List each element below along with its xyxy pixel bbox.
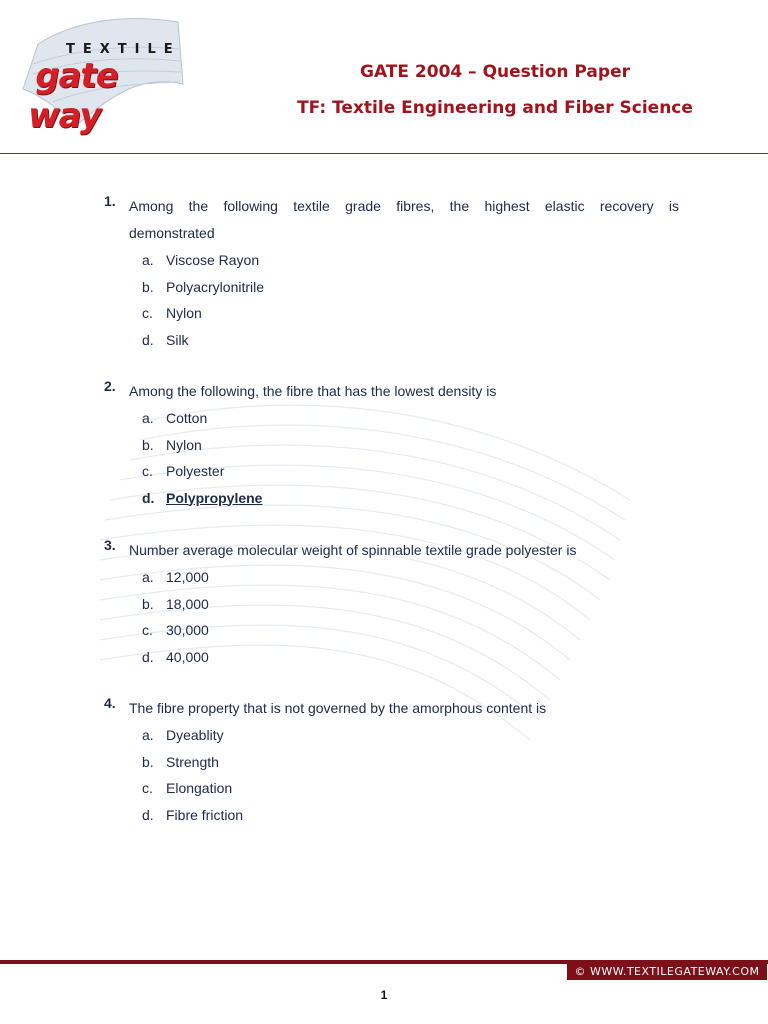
options-list [104, 405, 679, 511]
option-d [142, 644, 679, 671]
option-letter: b. [142, 595, 154, 612]
option-letter: c. [142, 780, 153, 796]
paper-title: GATE 2004 – Question Paper [360, 62, 630, 82]
option-text: Fibre friction [166, 806, 244, 823]
option-letter: b. [142, 753, 154, 770]
logo-textile-text: TEXTILE [66, 42, 181, 57]
option-d [142, 327, 679, 354]
textile-gateway-logo [18, 14, 188, 136]
question-text: Among the following textile grade fibres, the highest elastic recovery is [129, 198, 679, 214]
option-letter: a. [142, 569, 154, 585]
header-divider [0, 153, 768, 154]
option-text: Dyeablity [166, 727, 224, 743]
option-c [142, 300, 679, 327]
option-letter: a. [142, 727, 154, 743]
option-b [142, 432, 679, 459]
option-text: 30,000 [166, 622, 209, 638]
option-text: 12,000 [166, 569, 209, 585]
option-b [142, 274, 679, 301]
option-letter: a. [142, 252, 154, 268]
option-letter: c. [142, 622, 153, 638]
option-c [142, 775, 679, 802]
options-list [104, 247, 679, 353]
option-text: 40,000 [166, 648, 209, 665]
question-number: 1. [104, 193, 116, 209]
question-text-continued: demonstrated [129, 225, 215, 241]
question-1 [104, 193, 679, 353]
option-d-correct-answer [142, 485, 679, 512]
question-number: 2. [104, 378, 116, 394]
option-a [142, 564, 679, 591]
option-text: Silk [166, 331, 189, 348]
option-a [142, 405, 679, 432]
paper-subtitle: TF: Textile Engineering and Fiber Science [297, 98, 693, 118]
question-number: 3. [104, 537, 116, 553]
option-text: Nylon [166, 305, 202, 321]
option-text: Cotton [166, 410, 208, 426]
option-text: 18,000 [166, 595, 209, 612]
option-d [142, 802, 679, 829]
option-b [142, 591, 679, 618]
option-letter: c. [142, 463, 153, 479]
option-text: Nylon [166, 436, 202, 453]
option-text: Strength [166, 753, 219, 770]
logo-gateway-text: gate way [24, 56, 122, 136]
option-letter: b. [142, 436, 154, 453]
question-2 [104, 378, 679, 511]
option-a [142, 722, 679, 749]
question-3 [104, 537, 679, 670]
question-4 [104, 695, 679, 828]
option-letter: d. [142, 648, 154, 665]
option-text: Polypropylene [166, 489, 263, 506]
option-c [142, 617, 679, 644]
option-c [142, 458, 679, 485]
question-text: Number average molecular weight of spinnable textile grade polyester is [129, 542, 577, 558]
option-letter: c. [142, 305, 153, 321]
option-letter: a. [142, 410, 154, 426]
options-list [104, 564, 679, 670]
question-number: 4. [104, 695, 116, 711]
option-letter: d. [142, 489, 155, 506]
option-a [142, 247, 679, 274]
option-text: Elongation [166, 780, 233, 796]
question-text: Among the following, the fibre that has the lowest density is [129, 383, 497, 399]
option-letter: d. [142, 331, 154, 348]
option-text: Polyester [166, 463, 225, 479]
option-letter: b. [142, 278, 154, 295]
option-text: Viscose Rayon [166, 252, 260, 268]
website-footer-label: © WWW.TEXTILEGATEWAY.COM [567, 963, 767, 980]
option-text: Polyacrylonitrile [166, 278, 265, 295]
page-number: 1 [380, 988, 388, 1002]
option-b [142, 749, 679, 776]
options-list [104, 722, 679, 828]
question-text: The fibre property that is not governed by the amorphous content is [129, 700, 547, 716]
option-letter: d. [142, 806, 154, 823]
